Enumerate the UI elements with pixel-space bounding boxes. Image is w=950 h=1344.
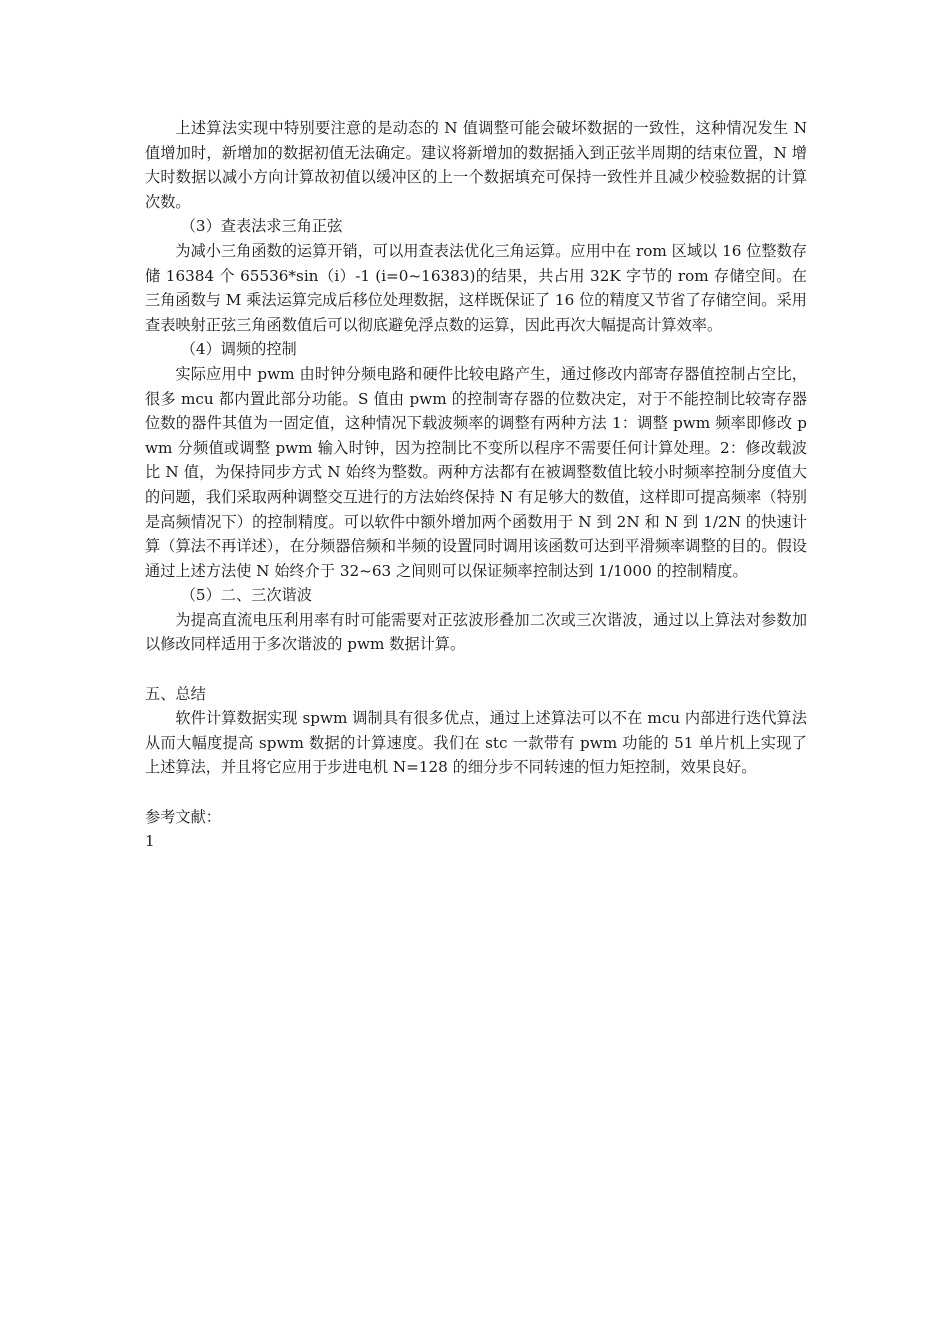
- paragraph-harmonics: 为提高直流电压利用率有时可能需要对正弦波形叠加二次或三次谐波，通过以上算法对参数加以修改同样适用于多次谐波的 pwm 数据计算。: [145, 610, 807, 654]
- references-heading: 参考文献：: [145, 807, 221, 826]
- spacer: [145, 780, 807, 805]
- document-body: [145, 116, 807, 854]
- paragraph-summary: 软件计算数据实现 spwm 调制具有很多优点，通过上述算法可以不在 mcu 内部进行迭代算法从而大幅度提高 spwm 数据的计算速度。我们在 stc 一款带有 pwm 功能的 51 单片机上实现了上述算法，并且将它应用于步进电机 N=128 的细分步不同转速的恒力矩控制，效果良好。: [145, 709, 807, 777]
- paragraph-data-consistency: 上述算法实现中特别要注意的是动态的 N 值调整可能会破坏数据的一致性，这种情况发生 N 值增加时，新增加的数据初值无法确定。建议将新增加的数据插入到正弦半周期的结束位置，N 增大时数据以减小方向计算故初值以缓冲区的上一个数据填充可保持一致性并且减少校验数据的计算次数。: [145, 119, 807, 211]
- subheading-harmonics: （5）二、三次谐波: [180, 586, 312, 605]
- section-heading-summary: 五、总结: [145, 684, 206, 703]
- subheading-lookup-table: （3）查表法求三角正弦: [180, 217, 343, 236]
- reference-item: 1: [145, 832, 155, 851]
- paragraph-frequency-control: 实际应用中 pwm 由时钟分频电路和硬件比较电路产生，通过修改内部寄存器值控制占空比，很多 mcu 都内置此部分功能。S 值由 pwm 的控制寄存器的位数决定，对于不能控制比较寄存器位数的器件其值为一固定值，这种情况下载波频率的调整有两种方法 1：调整 pwm 频率即修改 pwm 分频值或调整 pwm 输入时钟，因为控制比不变所以程序不需要任何计算处理。2：修改载波比 N 值，为保持同步方式 N 始终为整数。两种方法都有在被调整数值比较小时频率控制分度值大的问题，我们采取两种调整交互进行的方法始终保持 N 有足够大的数值，这样即可提高频率（特别是高频情况下）的控制精度。可以软件中额外增加两个函数用于 N 到 2N 和 N 到 1/2N 的快速计算（算法不再详述），在分频器倍频和半频的设置同时调用该函数可达到平滑频率调整的目的。假设通过上述方法使 N 始终介于 32~63 之间则可以保证频率控制达到 1/1000 的控制精度。: [145, 364, 807, 580]
- subheading-frequency-control: （4）调频的控制: [180, 340, 297, 359]
- spacer: [145, 657, 807, 682]
- paragraph-lookup-table: 为减小三角函数的运算开销，可以用查表法优化三角运算。应用中在 rom 区域以 16 位整数存储 16384 个 65536*sin（i）-1 (i=0~16383)的结果，共占用 32K 字节的 rom 存储空间。在三角函数与 M 乘法运算完成后移位处理数据，这样既保证了 16 位的精度又节省了存储空间。采用查表映射正弦三角函数值后可以彻底避免浮点数的运算，因此再次大幅提高计算效率。: [145, 241, 807, 334]
